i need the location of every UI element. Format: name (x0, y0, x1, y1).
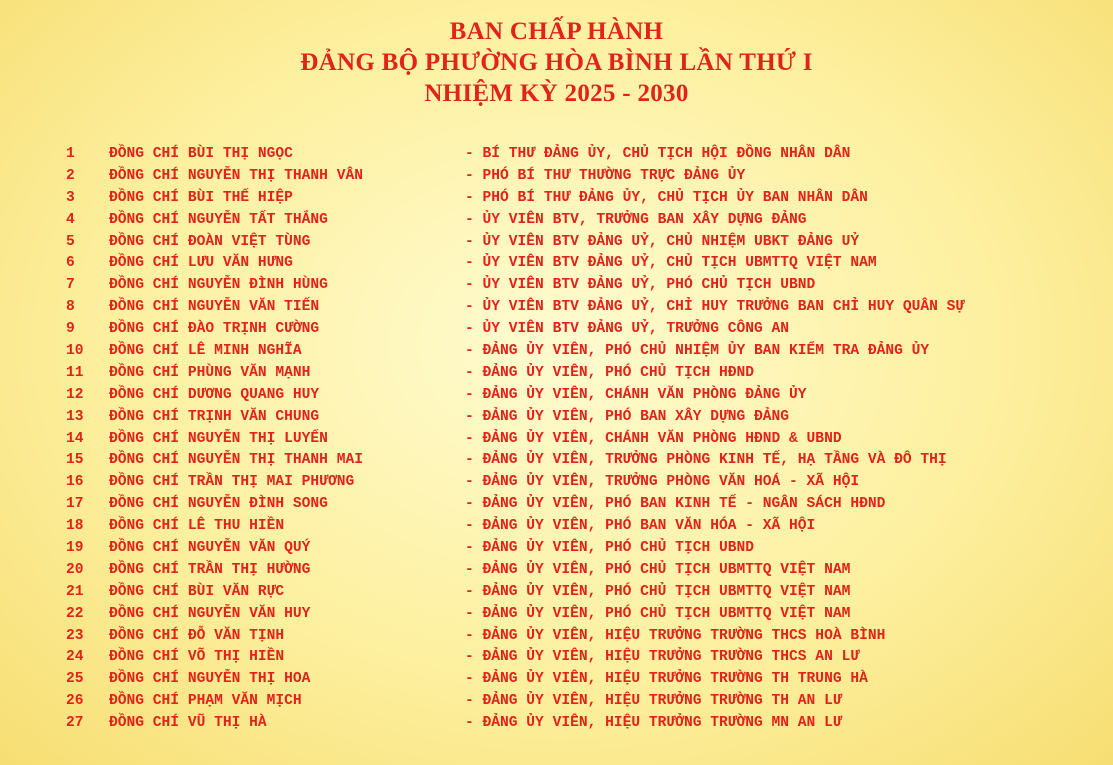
member-row (66, 232, 1106, 254)
member-role: - ĐẢNG ỦY VIÊN, CHÁNH VĂN PHÒNG HĐND & UBND (465, 430, 842, 447)
member-number: 20 (66, 561, 84, 578)
member-role: - ỦY VIÊN BTV ĐẢNG UỶ, CHỦ TỊCH UBMTTQ VIỆT NAM (465, 255, 877, 272)
member-name: ĐỒNG CHÍ LÊ THU HIỀN (109, 518, 285, 535)
member-number: 12 (66, 386, 84, 403)
member-row (66, 341, 1106, 363)
member-row (66, 647, 1106, 669)
member-number: 10 (66, 343, 84, 360)
member-number: 22 (66, 605, 84, 622)
member-role: - PHÓ BÍ THƯ ĐẢNG ỦY, CHỦ TỊCH ỦY BAN NHÂN DÂN (465, 189, 868, 206)
member-name: ĐỒNG CHÍ NGUYỄN TẤT THẮNG (109, 211, 328, 228)
member-role: - ỦY VIÊN BTV ĐẢNG UỶ, TRƯỞNG CÔNG AN (465, 321, 790, 338)
member-row (66, 713, 1106, 735)
member-role: - ĐẢNG ỦY VIÊN, PHÓ CHỦ TỊCH UBMTTQ VIỆT NAM (465, 583, 851, 600)
member-number: 18 (66, 518, 84, 535)
member-row (66, 188, 1106, 210)
member-name: ĐỒNG CHÍ NGUYỄN VĂN HUY (109, 605, 311, 622)
member-name: ĐỒNG CHÍ BÙI THỊ NGỌC (109, 146, 293, 162)
member-role: - ỦY VIÊN BTV ĐẢNG UỶ, CHỈ HUY TRƯỞNG BAN CHỈ HUY QUÂN SỰ (465, 299, 965, 316)
member-number: 16 (66, 474, 84, 491)
member-number: 1 (66, 146, 75, 162)
member-number: 3 (66, 189, 75, 206)
member-number: 15 (66, 452, 84, 469)
member-name: ĐỒNG CHÍ NGUYỄN ĐÌNH HÙNG (109, 277, 328, 294)
header-title-line-2: ĐẢNG BỘ PHƯỜNG HÒA BÌNH LẦN THỨ I (300, 49, 813, 76)
member-name: ĐỒNG CHÍ BÙI THẾ HIỆP (109, 189, 293, 206)
member-number: 7 (66, 277, 75, 294)
member-role: - ỦY VIÊN BTV ĐẢNG UỶ, PHÓ CHỦ TỊCH UBND (465, 277, 816, 294)
member-role: - BÍ THƯ ĐẢNG ỦY, CHỦ TỊCH HỘI ĐỒNG NHÂN DÂN (465, 146, 851, 162)
member-role: - ĐẢNG ỦY VIÊN, PHÓ CHỦ TỊCH HĐND (465, 364, 755, 381)
member-name: ĐỒNG CHÍ LÊ MINH NGHĨA (109, 343, 302, 360)
member-name: ĐỒNG CHÍ PHẠM VĂN MỊCH (109, 693, 302, 710)
member-role: - ĐẢNG ỦY VIÊN, HIỆU TRƯỞNG TRƯỜNG TH AN LƯ (465, 693, 842, 710)
member-name: ĐỒNG CHÍ PHÙNG VĂN MẠNH (109, 364, 311, 381)
member-number: 19 (66, 540, 84, 557)
member-number: 4 (66, 211, 75, 228)
member-number: 11 (66, 364, 84, 381)
member-role: - ĐẢNG ỦY VIÊN, PHÓ BAN XÂY DỰNG ĐẢNG (465, 408, 790, 425)
member-role: - ỦY VIÊN BTV ĐẢNG UỶ, CHỦ NHIỆM UBKT ĐẢNG UỶ (465, 233, 860, 250)
member-number: 26 (66, 693, 84, 710)
member-name: ĐỒNG CHÍ NGUYỄN THỊ HOA (109, 671, 311, 688)
member-name: ĐỒNG CHÍ ĐỖ VĂN TỊNH (109, 627, 285, 644)
member-row (66, 144, 1106, 166)
member-name: ĐỒNG CHÍ TRẦN THỊ MAI PHƯƠNG (109, 474, 355, 491)
member-row (66, 363, 1106, 385)
member-list (66, 144, 1106, 735)
member-number: 13 (66, 408, 84, 425)
member-number: 17 (66, 496, 84, 513)
member-row (66, 582, 1106, 604)
member-name: ĐỒNG CHÍ NGUYỄN VĂN TIẾN (109, 299, 320, 316)
member-name: ĐỒNG CHÍ BÙI VĂN RỰC (109, 583, 285, 600)
member-row (66, 691, 1106, 713)
member-role: - ĐẢNG ỦY VIÊN, HIỆU TRƯỞNG TRƯỜNG THCS HOÀ BÌNH (465, 627, 886, 644)
member-row (66, 275, 1106, 297)
member-row (66, 604, 1106, 626)
member-role: - ĐẢNG ỦY VIÊN, TRƯỞNG PHÒNG VĂN HOÁ - XÃ HỘI (465, 474, 860, 491)
member-row (66, 516, 1106, 538)
member-name: ĐỒNG CHÍ NGUYỄN VĂN QUÝ (109, 540, 311, 557)
member-number: 5 (66, 233, 75, 250)
member-role: - ĐẢNG ỦY VIÊN, HIỆU TRƯỞNG TRƯỜNG THCS AN LƯ (465, 649, 860, 666)
member-row (66, 210, 1106, 232)
header-title-line-3: NHIỆM KỲ 2025 - 2030 (424, 80, 689, 107)
member-number: 2 (66, 167, 75, 184)
member-name: ĐỒNG CHÍ TRẦN THỊ HƯỜNG (109, 561, 311, 578)
member-role: - ĐẢNG ỦY VIÊN, PHÓ BAN VĂN HÓA - XÃ HỘI (465, 518, 816, 535)
member-name: ĐỒNG CHÍ ĐÀO TRỊNH CƯỜNG (109, 321, 320, 338)
member-number: 23 (66, 627, 84, 644)
member-row (66, 166, 1106, 188)
document-header (0, 16, 1113, 109)
member-name: ĐỒNG CHÍ VŨ THỊ HÀ (109, 715, 267, 732)
member-number: 24 (66, 649, 84, 666)
member-row (66, 560, 1106, 582)
member-number: 27 (66, 715, 84, 732)
member-name: ĐỒNG CHÍ ĐOÀN VIỆT TÙNG (109, 233, 311, 250)
member-role: - ĐẢNG ỦY VIÊN, PHÓ CHỦ TỊCH UBMTTQ VIỆT NAM (465, 605, 851, 622)
member-row (66, 253, 1106, 275)
member-row (66, 626, 1106, 648)
member-row (66, 669, 1106, 691)
member-role: - ĐẢNG ỦY VIÊN, TRƯỞNG PHÒNG KINH TẾ, HẠ TẦNG VÀ ĐÔ THỊ (465, 452, 947, 469)
member-row (66, 319, 1106, 341)
member-role: - PHÓ BÍ THƯ THƯỜNG TRỰC ĐẢNG ỦY (465, 167, 746, 184)
member-number: 8 (66, 299, 75, 316)
member-row (66, 494, 1106, 516)
member-name: ĐỒNG CHÍ DƯƠNG QUANG HUY (109, 386, 320, 403)
member-name: ĐỒNG CHÍ NGUYỄN THỊ THANH VÂN (109, 167, 363, 184)
header-title-line-1: BAN CHẤP HÀNH (449, 18, 664, 45)
member-name: ĐỒNG CHÍ LƯU VĂN HƯNG (109, 255, 293, 272)
member-name: ĐỒNG CHÍ VÕ THỊ HIỀN (109, 649, 285, 666)
member-name: ĐỒNG CHÍ TRỊNH VĂN CHUNG (109, 408, 320, 425)
member-role: - ỦY VIÊN BTV, TRƯỞNG BAN XÂY DỰNG ĐẢNG (465, 211, 807, 228)
member-number: 6 (66, 255, 75, 272)
member-name: ĐỒNG CHÍ NGUYỄN THỊ THANH MAI (109, 452, 363, 469)
member-number: 14 (66, 430, 84, 447)
member-role: - ĐẢNG ỦY VIÊN, PHÓ BAN KINH TẾ - NGÂN SÁCH HĐND (465, 496, 886, 513)
member-number: 21 (66, 583, 84, 600)
member-number: 25 (66, 671, 84, 688)
member-row (66, 297, 1106, 319)
member-row (66, 429, 1106, 451)
member-name: ĐỒNG CHÍ NGUYỄN ĐÌNH SONG (109, 496, 328, 513)
member-name: ĐỒNG CHÍ NGUYỄN THỊ LUYẾN (109, 430, 328, 447)
member-role: - ĐẢNG ỦY VIÊN, PHÓ CHỦ NHIỆM ỦY BAN KIỂM TRA ĐẢNG ỦY (465, 343, 930, 360)
member-row (66, 450, 1106, 472)
member-row (66, 472, 1106, 494)
member-role: - ĐẢNG ỦY VIÊN, HIỆU TRƯỞNG TRƯỜNG TH TRUNG HÀ (465, 671, 868, 688)
member-role: - ĐẢNG ỦY VIÊN, CHÁNH VĂN PHÒNG ĐẢNG ỦY (465, 386, 807, 403)
member-role: - ĐẢNG ỦY VIÊN, PHÓ CHỦ TỊCH UBMTTQ VIỆT NAM (465, 561, 851, 578)
member-number: 9 (66, 321, 75, 338)
member-row (66, 538, 1106, 560)
member-row (66, 407, 1106, 429)
member-role: - ĐẢNG ỦY VIÊN, PHÓ CHỦ TỊCH UBND (465, 540, 755, 557)
member-role: - ĐẢNG ỦY VIÊN, HIỆU TRƯỞNG TRƯỜNG MN AN LƯ (465, 715, 842, 732)
member-row (66, 385, 1106, 407)
